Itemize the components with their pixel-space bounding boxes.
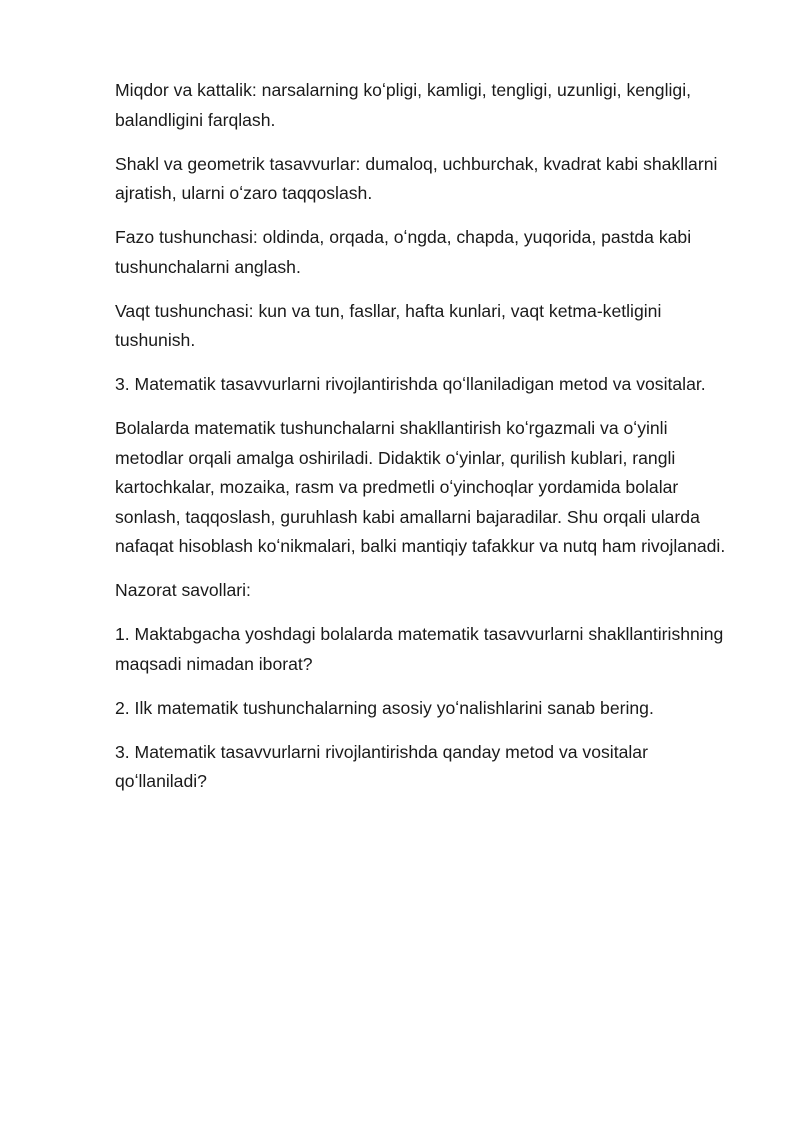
paragraph-methods-description: Bolalarda matematik tushunchalarni shakllantirish koʻrgazmali va oʻyinli metodlar orqali amalga oshiriladi. Didaktik oʻyinlar, qurilish kublari, rangli kartochkalar, mozaika, rasm va predmetli oʻyinchoqlar yordamida bolalar sonlash, taqqoslash, guruhlash kabi amallarni bajaradilar. Shu orqali ularda nafaqat hisoblash koʻnikmalari, balki mantiqiy tafakkur va nutq ham rivojlanadi.	[115, 418, 726, 556]
paragraph-time-concept: Vaqt tushunchasi: kun va tun, fasllar, hafta kunlari, vaqt ketma-ketligini tushunish.	[115, 300, 662, 350]
control-questions-heading: Nazorat savollari:	[115, 580, 251, 600]
control-question-2: 2. Ilk matematik tushunchalarning asosiy yoʻnalishlarini sanab bering.	[115, 697, 654, 718]
control-question-1: 1. Maktabgacha yoshdagi bolalarda matematik tasavvurlarni shakllantirishning maqsadi nimadan iborat?	[115, 624, 724, 674]
paragraph-space-concept: Fazo tushunchasi: oldinda, orqada, oʻngda, chapda, yuqorida, pastda kabi tushunchalarni anglash.	[115, 227, 692, 277]
control-question-3: 3. Matematik tasavvurlarni rivojlantirishda qanday metod va vositalar qoʻllaniladi?	[115, 741, 648, 791]
document-body	[115, 76, 735, 811]
paragraph-shape-and-geometry: Shakl va geometrik tasavvurlar: dumaloq, uchburchak, kvadrat kabi shakllarni ajratish, ularni oʻzaro taqqoslash.	[115, 153, 718, 203]
section-heading-methods: 3. Matematik tasavvurlarni rivojlantirishda qoʻllaniladigan metod va vositalar.	[115, 374, 706, 394]
paragraph-quantity-and-magnitude: Miqdor va kattalik: narsalarning koʻpligi, kamligi, tengligi, uzunligi, kengligi, balandligini farqlash.	[115, 80, 691, 130]
